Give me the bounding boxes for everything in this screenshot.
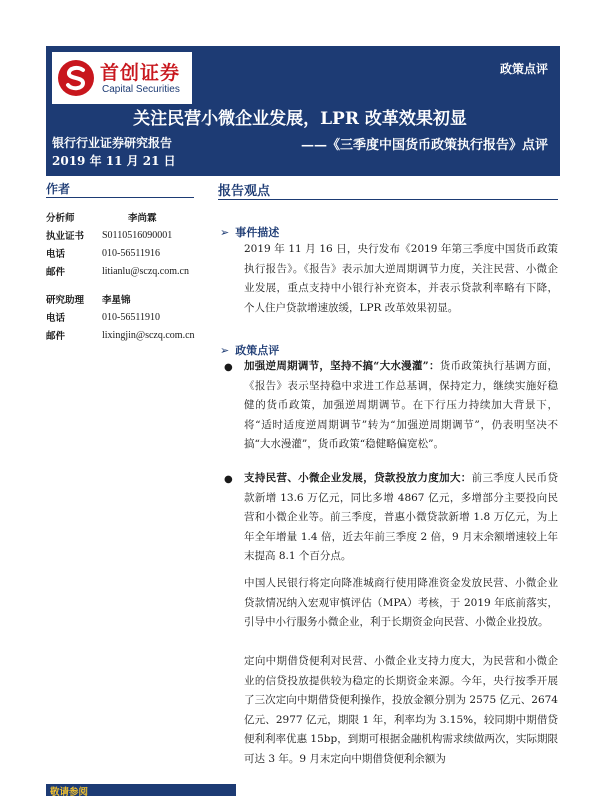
assistant-name: 李星锦 [102, 295, 131, 306]
logo-chinese-name: 首创证券 [100, 62, 181, 84]
report-category: 银行行业证券研究报告 [52, 136, 173, 150]
assistant-role: 研究助理 [46, 295, 85, 306]
analyst-contact [46, 208, 206, 280]
arrow-right-icon: ➢ [220, 344, 230, 357]
email-label: 邮件 [46, 267, 66, 278]
bullet-dot-icon: ● [224, 474, 233, 485]
authors-heading: 作者 [46, 182, 71, 196]
section-title: 报告观点 [218, 184, 271, 199]
authors-divider [46, 197, 194, 198]
assistant-phone: 010-56511910 [102, 311, 160, 323]
phone-label: 电话 [46, 313, 66, 324]
policy-heading-label: 政策点评 [235, 344, 280, 357]
bullet-2-body: 前三季度人民币贷款新增 13.6 万亿元，同比多增 4867 亿元，多增部分主要投向民营和小微企业等。前三季度，普惠小微贷款新增 1.8 万亿元，为上年全年增量 1.4 倍，近去年前三季度 2 倍，9 月末余额增速较上年末提高 8.1 个百分点。 [244, 472, 558, 563]
policy-paragraph-4: 定向中期借贷便利对民营、小微企业支持力度大，为民营和小微企业的信贷投放提供较为稳定的长期资金来源。今年，央行按季开展了三次定向中期借贷便利操作，投放金额分别为 2575 亿元、2674 亿元、2977 亿元，期限 1 年，利率均为 3.15%，较同期中期借贷便利利率优惠 15bp，到期可根据金融机构需求续做两次，实际期限可达 3 年。9 月末定向中期借贷便利余额为 [244, 655, 558, 765]
assistant-email[interactable]: lixingjin@sczq.com.cn [102, 329, 195, 341]
analyst-phone: 010-56511916 [102, 247, 160, 259]
bullet-1-lead: 加强逆周期调节，坚持不搞“大水漫灌”： [244, 360, 440, 372]
policy-paragraph-3: 中国人民银行将定向降准城商行使用降准资金发放民营、小微企业贷款情况纳入宏观审慎评估（MPA）考核，于 2019 年底前落实，引导中小行服务小微企业，利于长期资金向民营、小微企业投放。 [244, 577, 558, 629]
event-paragraph: 2019 年 11 月 16 日，央行发布《2019 年第三季度中国货币政策执行报告》。《报告》表示加大逆周期调节力度，关注民营、小微企业发展，重点支持中小银行补充资本，并表示贷款利率略有下降，个人住户贷款增速放缓，LPR 改革效果初显。 [244, 243, 558, 314]
section-divider [218, 199, 558, 200]
event-heading-label: 事件描述 [235, 226, 280, 239]
report-subtitle: ——《三季度中国货币政策执行报告》点评 [300, 138, 548, 153]
analyst-role: 分析师 [46, 213, 75, 224]
company-logo [52, 52, 192, 104]
event-heading [220, 224, 279, 240]
email-label: 邮件 [46, 331, 66, 342]
analyst-email[interactable]: litianlu@sczq.com.cn [102, 265, 189, 277]
policy-bullet-2 [244, 469, 558, 567]
policy-heading [220, 342, 279, 358]
logo-emblem-icon [56, 58, 96, 98]
cert-label: 执业证书 [46, 231, 85, 242]
assistant-contact [46, 290, 206, 344]
bullet-dot-icon: ● [224, 362, 233, 373]
bullet-1-body: 货币政策执行基调方面，《报告》表示坚持稳中求进工作总基调，保持定力，继续实施好稳健的货币政策，加强逆周期调节。在下行压力持续加大背景下，将“适时适度逆周期调节”转为“加强逆周期调节”，仍表明坚决不搞“大水漫灌”，货币政策“稳健略偏宽松”。 [244, 360, 558, 451]
cert-number: S0110516090001 [102, 229, 173, 241]
arrow-right-icon: ➢ [220, 226, 230, 239]
bullet-2-lead: 支持民营、小微企业发展，贷款投放力度加大： [244, 472, 472, 484]
phone-label: 电话 [46, 249, 66, 260]
policy-bullet-1 [244, 357, 558, 455]
footer-disclaimer: 敬请参阅 [50, 787, 89, 798]
analyst-name: 李尚霖 [128, 213, 157, 224]
report-type-label: 政策点评 [499, 62, 548, 76]
logo-english-name: Capital Securities [102, 84, 180, 95]
report-date: 2019 年 11 月 21 日 [52, 154, 176, 168]
report-title: 关注民营小微企业发展，LPR 改革效果初显 [133, 109, 467, 129]
